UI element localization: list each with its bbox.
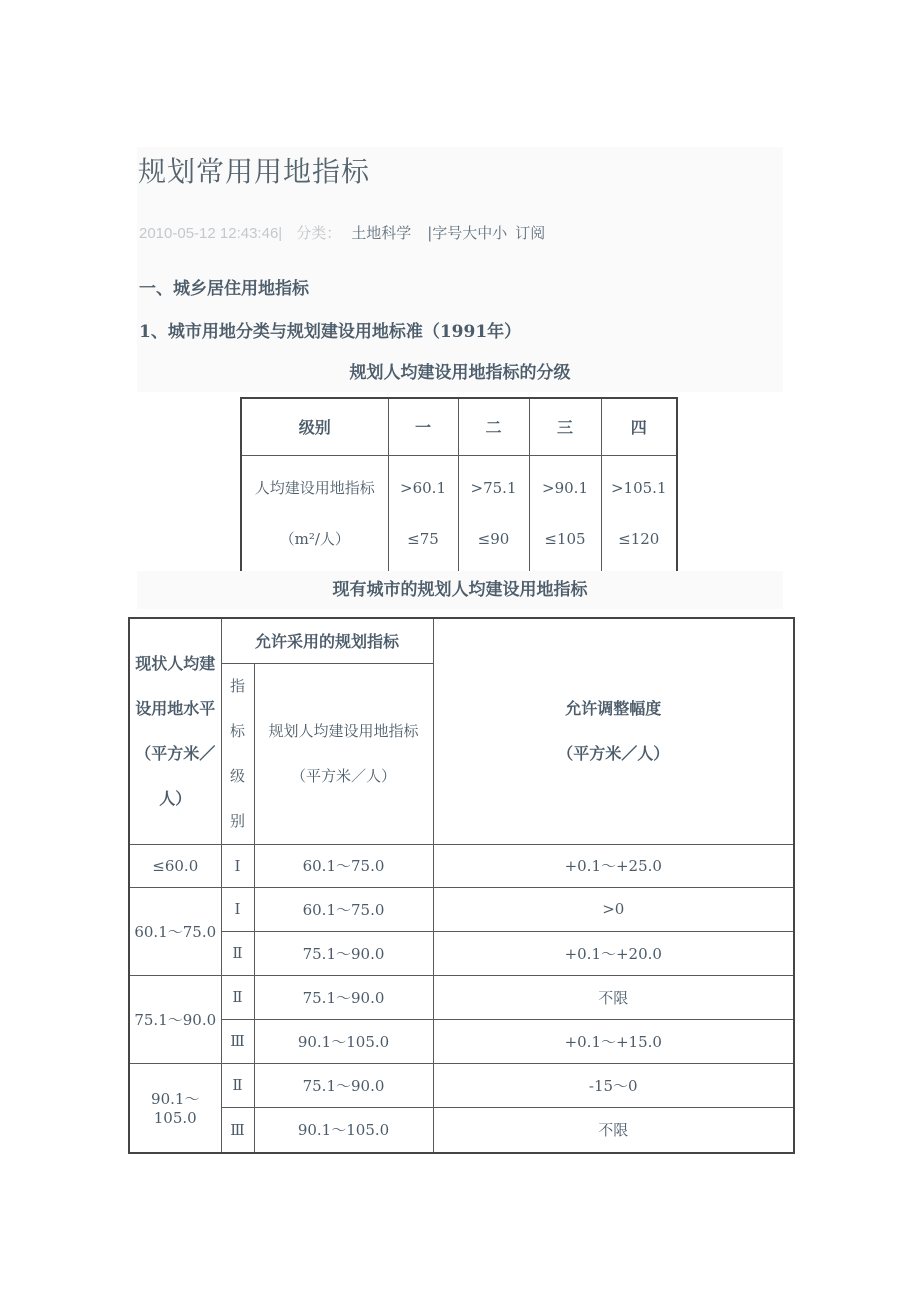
- adjust-cell: -15～0: [433, 1063, 794, 1107]
- grade-header-cell: 级别: [241, 398, 388, 455]
- post-header-band: [137, 147, 783, 392]
- adjust-cell: +0.1～+15.0: [433, 1019, 794, 1063]
- category-label: 分类：: [296, 224, 342, 242]
- indicator-cell: 75.1～90.0: [254, 1063, 433, 1107]
- table-row: [129, 1019, 794, 1063]
- current-level-cell: 60.1～75.0: [129, 887, 221, 975]
- level-cell: Ⅱ: [221, 975, 254, 1019]
- section-heading: 一、城乡居住用地指标: [139, 279, 309, 299]
- level-cell: Ⅰ: [221, 844, 254, 887]
- grade2-value-cell: >75.1 ≤90: [458, 455, 529, 574]
- indicator-cell: 90.1～105.0: [254, 1019, 433, 1063]
- planned-indicator-header: 规划人均建设用地指标 （平方米／人）: [254, 663, 433, 844]
- level-cell: Ⅲ: [221, 1107, 254, 1153]
- subscribe-link[interactable]: 订阅: [515, 224, 546, 242]
- adjustment-range-header: 允许调整幅度 （平方米／人）: [433, 618, 794, 844]
- fontsize-options[interactable]: 大中小: [462, 224, 508, 242]
- current-level-cell: 75.1～90.0: [129, 975, 221, 1063]
- category-link[interactable]: 土地科学: [351, 224, 412, 242]
- indicator-cell: 75.1～90.0: [254, 975, 433, 1019]
- adjust-cell: +0.1～+25.0: [433, 844, 794, 887]
- adjust-cell: >0: [433, 887, 794, 931]
- adjust-cell: +0.1～+20.0: [433, 931, 794, 975]
- grade4-value-cell: >105.1 ≤120: [601, 455, 677, 574]
- adjust-cell: 不限: [433, 1107, 794, 1153]
- existing-city-table-caption: 现有城市的规划人均建设用地指标: [137, 571, 783, 609]
- table-row: [129, 1063, 794, 1107]
- post-datetime: 2010-05-12 12:43:46|: [139, 225, 283, 242]
- per-capita-grade-table: [240, 397, 678, 575]
- existing-city-table: [128, 617, 795, 1154]
- indicator-cell: 60.1～75.0: [254, 887, 433, 931]
- table-row: [129, 975, 794, 1019]
- grade-header-cell: 三: [529, 398, 601, 455]
- table-row: [129, 931, 794, 975]
- grade-header-cell: 一: [388, 398, 458, 455]
- allowed-indicator-group-header: 允许采用的规划指标: [221, 618, 433, 663]
- table-row: [129, 1107, 794, 1153]
- table-row: [129, 887, 794, 931]
- grade1-value-cell: >60.1 ≤75: [388, 455, 458, 574]
- current-level-header: 现状人均建 设用地水平 （平方米／ 人）: [129, 618, 221, 844]
- indicator-cell: 90.1～105.0: [254, 1107, 433, 1153]
- fontsize-label: |字号: [427, 224, 463, 242]
- indicator-cell: 60.1～75.0: [254, 844, 433, 887]
- adjust-cell: 不限: [433, 975, 794, 1019]
- level-cell: Ⅰ: [221, 887, 254, 931]
- current-level-cell: 90.1～105.0: [129, 1063, 221, 1153]
- post-meta: [139, 223, 545, 244]
- current-level-cell: ≤60.0: [129, 844, 221, 887]
- subsection-heading: 1、城市用地分类与规划建设用地标准（1991年）: [139, 322, 522, 342]
- page-title: 规划常用用地指标: [138, 155, 371, 188]
- level-cell: Ⅱ: [221, 931, 254, 975]
- grade3-value-cell: >90.1 ≤105: [529, 455, 601, 574]
- indicator-cell: 75.1～90.0: [254, 931, 433, 975]
- grade-header-cell: 四: [601, 398, 677, 455]
- level-cell: Ⅱ: [221, 1063, 254, 1107]
- indicator-level-header: 指 标 级 别: [221, 663, 254, 844]
- indicator-label-cell: 人均建设用地指标 （m²/人）: [241, 455, 388, 574]
- grade-table-caption: 规划人均建设用地指标的分级: [349, 363, 571, 383]
- table-row: [129, 844, 794, 887]
- level-cell: Ⅲ: [221, 1019, 254, 1063]
- grade-header-cell: 二: [458, 398, 529, 455]
